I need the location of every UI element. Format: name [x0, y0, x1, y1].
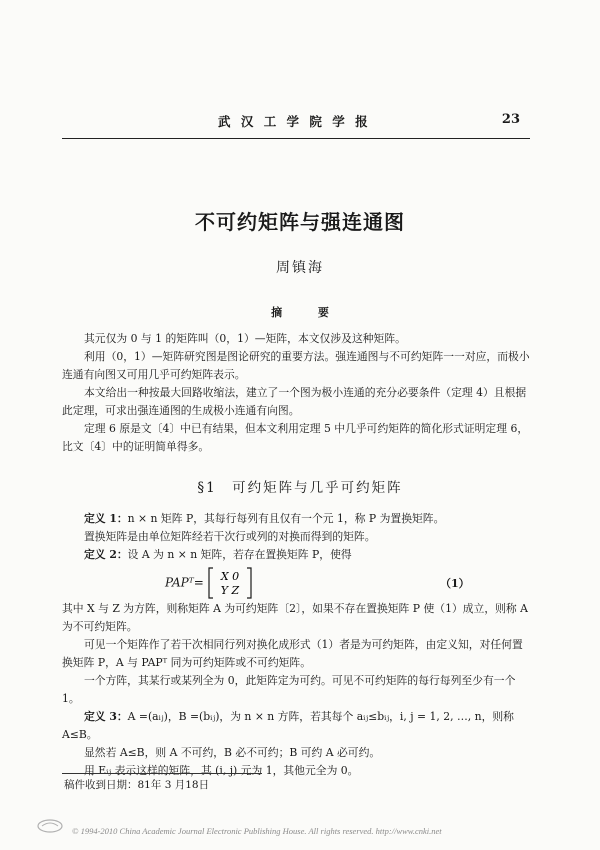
running-header	[60, 112, 530, 134]
abstract-paragraph: 定理 6 原是文〔4〕中已有结果，但本文利用定理 5 中几乎可约矩阵的简化形式证明定理 6，比文〔4〕中的证明简单得多。	[62, 422, 529, 453]
body-paragraph: 可见一个矩阵作了若干次相同行列对换化成形式（1）者是为可约矩阵，由定义知，对任何置换矩阵 P，A 与 PAPᵀ 同为可约矩阵或不可约矩阵。	[62, 638, 523, 669]
section-body-top	[62, 510, 530, 564]
paper-title: 不可约矩阵与强连通图	[195, 210, 405, 234]
abstract-heading: 摘 要	[271, 306, 345, 319]
body-paragraph: 显然若 A≤B，则 A 不可约，B 必不可约；B 可约 A 必可约。	[84, 746, 381, 759]
author: 周镇海	[276, 260, 324, 276]
page-number: 23	[501, 112, 520, 127]
definition-3	[62, 708, 530, 744]
abstract-paragraph: 本文给出一种按最大回路收缩法，建立了一个图为极小连通的充分必要条件（定理 4）且根据此定理，可求出强连通图的生成极小连通有向图。	[62, 386, 527, 417]
definition-text: n × n 矩阵 P，其每行每列有且仅有一个元 1，称 P 为置换矩阵。	[127, 512, 445, 525]
section-body-bottom	[62, 600, 530, 780]
copyright-footer: © 1994-2010 China Academic Journal Electronic Publishing House. All rights reserved. http://www.cnki.net	[72, 826, 442, 836]
equation-1	[165, 567, 252, 599]
body-paragraph: 其中 X 与 Z 为方阵，则称矩阵 A 为可约矩阵〔2〕，如果不存在置换矩阵 P 使（1）成立，则称 A 为不可约矩阵。	[62, 602, 528, 633]
body-paragraph: 一个方阵，其某行或某列全为 0，此矩阵定为可约。可见不可约矩阵的每行每列至少有一个 1。	[62, 674, 516, 705]
definition-2	[62, 546, 530, 564]
body-paragraph: 置换矩阵是由单位矩阵经若干次行或列的对换而得到的矩阵。	[84, 530, 376, 543]
header-rule	[62, 138, 530, 139]
definition-label: 定义 3：	[84, 710, 128, 723]
matrix-row-bottom: Y Z	[220, 584, 239, 597]
abstract-paragraph: 利用（0，1）—矩阵研究图是图论研究的重要方法。强连通图与不可约矩阵一一对应，而极小连通有向图又可用几乎可约矩阵表示。	[62, 350, 530, 381]
definition-1	[62, 510, 530, 528]
matrix-row-top: X 0	[220, 570, 239, 583]
definition-label: 定义 1：	[84, 512, 128, 525]
definition-label: 定义 2：	[84, 548, 128, 561]
abstract-paragraph: 其元仅为 0 与 1 的矩阵叫（0，1）—矩阵，本文仅涉及这种矩阵。	[84, 332, 406, 345]
cnki-logo-icon	[36, 818, 64, 834]
body-paragraph: 用 Eᵢⱼ 表示这样的矩阵，其 (i, j) 元为 1，其他元全为 0。	[84, 764, 359, 777]
definition-text: 设 A 为 n × n 矩阵，若存在置换矩阵 P，使得	[127, 548, 352, 561]
section-title: §1 可约矩阵与几乎可约矩阵	[197, 480, 403, 496]
definition-text: A =(aᵢⱼ)，B =(bᵢⱼ)，为 n × n 方阵，若其每个 aᵢⱼ≤bᵢⱼ，i, j = 1, 2, …, n，则称 A≤B。	[62, 710, 514, 741]
equation-lhs: PAPᵀ=	[165, 575, 204, 590]
matrix-bracket	[208, 567, 252, 599]
received-date: 稿件收到日期：81年 3 月18日	[64, 779, 210, 791]
equation-number: （1）	[440, 577, 470, 590]
footnote-rule	[62, 773, 262, 774]
journal-name: 武 汉 工 学 院 学 报	[218, 114, 371, 129]
abstract	[62, 330, 530, 456]
